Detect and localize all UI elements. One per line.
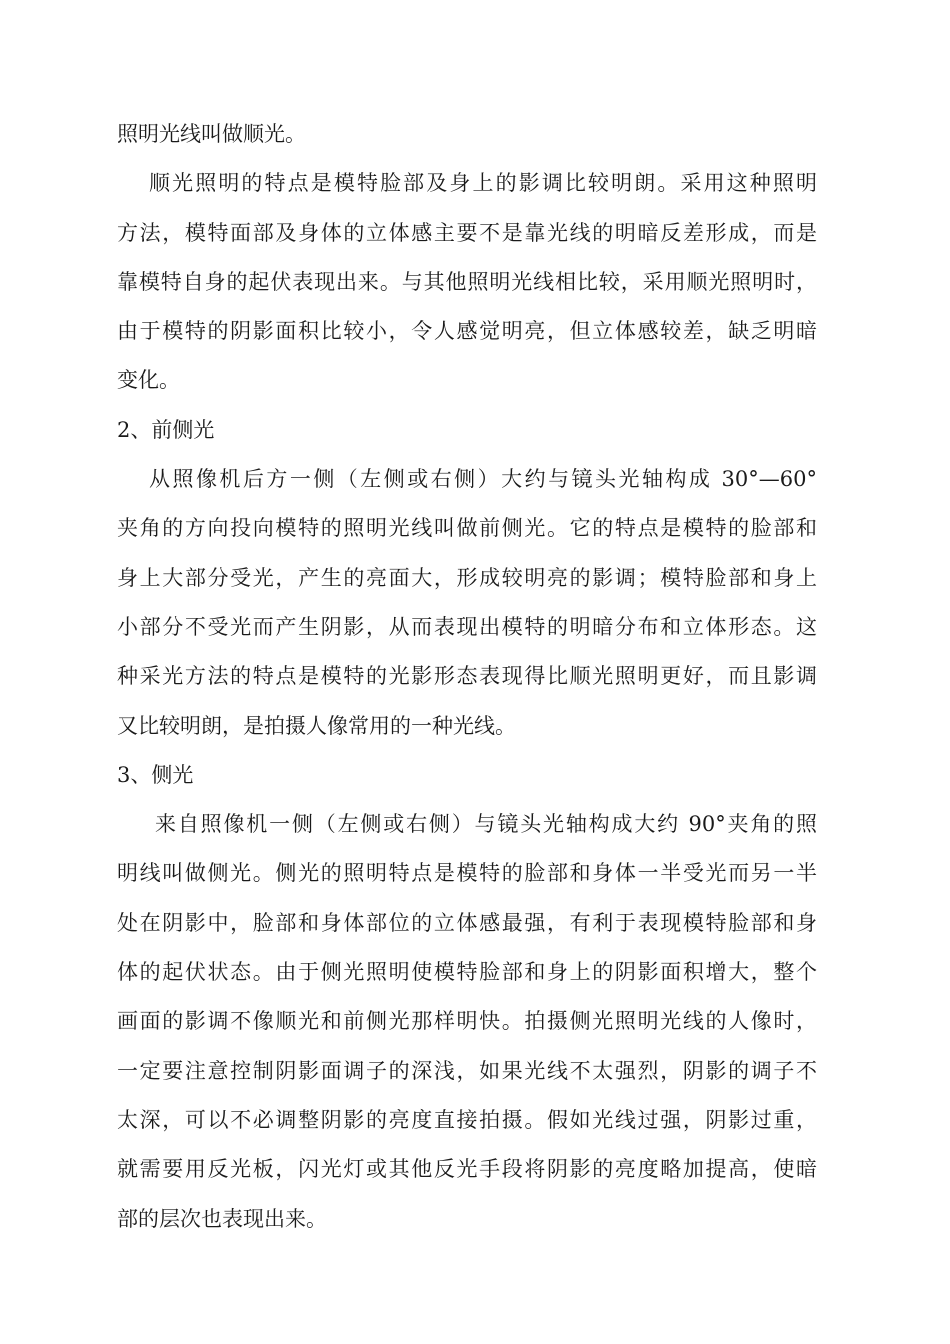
- text-line: 夹角的方向投向模特的照明光线叫做前侧光。它的特点是模特的脸部和: [117, 516, 817, 541]
- text-line: 小部分不受光而产生阴影，从而表现出模特的明暗分布和立体形态。这: [117, 614, 817, 639]
- text-line: 体的起伏状态。由于侧光照明使模特脸部和身上的阴影面积增大，整个: [117, 960, 817, 985]
- text-line: 由于模特的阴影面积比较小，令人感觉明亮，但立体感较差，缺乏明暗: [117, 319, 817, 344]
- text-line: 靠模特自身的起伏表现出来。与其他照明光线相比较，采用顺光照明时，: [117, 269, 817, 294]
- text-line: 又比较明朗，是拍摄人像常用的一种光线。: [117, 713, 516, 738]
- document-body: [117, 110, 817, 1244]
- text-line: 变化。: [117, 368, 180, 393]
- text-line: 就需要用反光板，闪光灯或其他反光手段将阴影的亮度略加提高，使暗: [117, 1157, 817, 1182]
- text-line: 太深，可以不必调整阴影的亮度直接拍摄。假如光线过强，阴影过重，: [117, 1107, 817, 1132]
- text-line: 来自照像机一侧（左侧或右侧）与镜头光轴构成大约 90°夹角的照: [155, 812, 817, 837]
- text-line: 顺光照明的特点是模特脸部及身上的影调比较明朗。采用这种照明: [149, 171, 817, 196]
- text-line: 明线叫做侧光。侧光的照明特点是模特的脸部和身体一半受光而另一半: [117, 861, 817, 886]
- text-line: 种采光方法的特点是模特的光影形态表现得比顺光照明更好，而且影调: [117, 664, 817, 689]
- text-line: 方法，模特面部及身体的立体感主要不是靠光线的明暗反差形成，而是: [117, 220, 817, 245]
- text-line: 照明光线叫做顺光。: [117, 122, 306, 146]
- text-line: 画面的影调不像顺光和前侧光那样明快。拍摄侧光照明光线的人像时，: [117, 1009, 817, 1034]
- text-line: 一定要注意控制阴影面调子的深浅，如果光线不太强烈，阴影的调子不: [117, 1058, 817, 1083]
- section-heading: 2、前侧光: [117, 417, 215, 442]
- text-line: 处在阴影中，脸部和身体部位的立体感最强，有利于表现模特脸部和身: [117, 910, 817, 935]
- section-heading: 3、侧光: [117, 762, 194, 787]
- text-line: 从照像机后方一侧（左侧或右侧）大约与镜头光轴构成 30°—60°: [149, 467, 817, 492]
- text-line: 身上大部分受光，产生的亮面大，形成较明亮的影调；模特脸部和身上: [117, 565, 817, 590]
- text-line: 部的层次也表现出来。: [117, 1206, 327, 1231]
